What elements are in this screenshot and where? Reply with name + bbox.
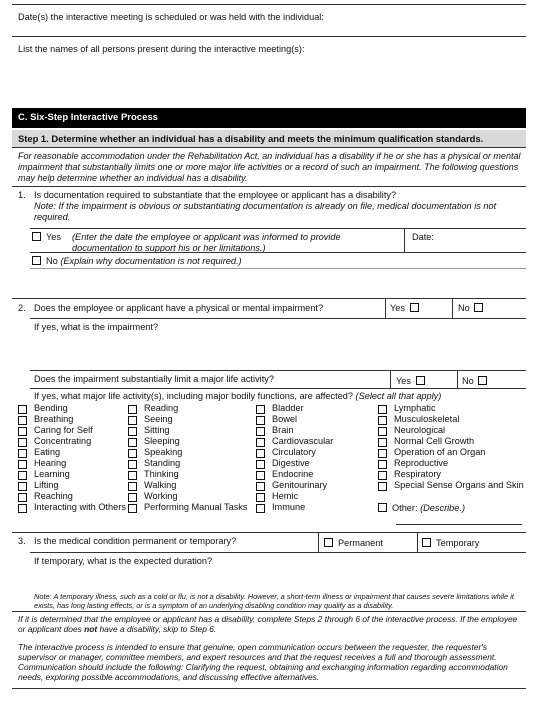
- activity-special-sense-organs-and-skin[interactable]: [378, 480, 526, 491]
- other-hint: (Describe.): [420, 503, 466, 513]
- activity-neurological[interactable]: [378, 425, 526, 436]
- limit-no-option[interactable]: [462, 376, 492, 387]
- divider: [30, 268, 526, 269]
- divider: [12, 611, 526, 612]
- activity-sitting[interactable]: [128, 425, 256, 436]
- q3-followup: If temporary, what is the expected duration?: [34, 556, 213, 566]
- activity-walking[interactable]: [128, 480, 256, 491]
- q2-no-label: No: [458, 303, 470, 313]
- activity-interacting-with-others[interactable]: [18, 502, 128, 513]
- checkbox[interactable]: [128, 449, 137, 458]
- no-checkbox[interactable]: [474, 303, 483, 312]
- q3-number: 3.: [18, 536, 26, 546]
- divider: [385, 298, 386, 318]
- activity-hearing[interactable]: [18, 458, 128, 469]
- activity-label: Reading: [144, 403, 179, 413]
- permanent-label: Permanent: [338, 538, 383, 548]
- activity-label: Musculoskeletal: [394, 414, 460, 424]
- checkbox[interactable]: [378, 405, 387, 414]
- checkbox[interactable]: [128, 471, 137, 480]
- activity-label: Thinking: [144, 469, 179, 479]
- date-label: Date:: [412, 232, 434, 242]
- activity-label: Learning: [34, 469, 70, 479]
- activity-label: Walking: [144, 480, 177, 490]
- permanent-option[interactable]: [324, 538, 383, 549]
- activity-label: Bowel: [272, 414, 298, 424]
- q2-followup: If yes, what is the impairment?: [34, 322, 159, 332]
- process-description: The interactive process is intended to ensure that genuine, open communication occurs between the requester, the requester's supervisor or manager, committee members, and expert resources and that the request receives a full and thorough assessment. Communication should include the following: Clarifying the request, obtaining and exchanging information regarding accommodation needs, exploring possible accommodations, and discussing effective alternatives.: [18, 642, 508, 682]
- checkbox[interactable]: [18, 504, 27, 513]
- activity-bending[interactable]: [18, 403, 128, 414]
- checkbox[interactable]: [18, 460, 27, 469]
- activity-standing[interactable]: [128, 458, 256, 469]
- checkbox[interactable]: [128, 460, 137, 469]
- activity-lifting[interactable]: [18, 480, 128, 491]
- activity-label: Concentrating: [34, 436, 92, 446]
- activity-label: Lifting: [34, 480, 59, 490]
- divider: [30, 228, 526, 229]
- activity-label: Bending: [34, 403, 68, 413]
- activity-label: Performing Manual Tasks: [144, 502, 248, 512]
- activity-label: Sitting: [144, 425, 170, 435]
- no-checkbox[interactable]: [32, 256, 41, 265]
- activity-label: Seeing: [144, 414, 173, 424]
- activities-column-4: [378, 403, 526, 491]
- activity-label: Genitourinary: [272, 480, 328, 490]
- divider: [457, 370, 458, 388]
- activities-hint: (Select all that apply): [355, 391, 442, 401]
- checkbox[interactable]: [18, 482, 27, 491]
- checkbox[interactable]: [378, 471, 387, 480]
- activity-reaching[interactable]: [18, 491, 128, 502]
- divider: [404, 228, 405, 252]
- activity-label: Speaking: [144, 447, 183, 457]
- temporary-label: Temporary: [436, 538, 480, 548]
- q2-no-option[interactable]: [458, 303, 488, 314]
- activity-seeing[interactable]: [128, 414, 256, 425]
- activity-concentrating[interactable]: [18, 436, 128, 447]
- checkbox[interactable]: [378, 460, 387, 469]
- activity-performing-manual-tasks[interactable]: [128, 502, 256, 513]
- checkbox[interactable]: [378, 427, 387, 436]
- checkbox[interactable]: [256, 482, 265, 491]
- divider: [12, 532, 526, 533]
- activity-label: Normal Cell Growth: [394, 436, 475, 446]
- checkbox[interactable]: [378, 416, 387, 425]
- checkbox[interactable]: [128, 405, 137, 414]
- activity-circulatory[interactable]: [256, 447, 378, 458]
- activity-caring-for-self[interactable]: [18, 425, 128, 436]
- other-line: [396, 524, 522, 525]
- checkbox[interactable]: [18, 416, 27, 425]
- activity-label: Digestive: [272, 458, 310, 468]
- q1-number: 1.: [18, 190, 26, 200]
- activity-musculoskeletal[interactable]: [378, 414, 526, 425]
- q2-yes-option[interactable]: [390, 303, 424, 314]
- checkbox[interactable]: [18, 405, 27, 414]
- checkbox[interactable]: [18, 449, 27, 458]
- activity-label: Immune: [272, 502, 306, 512]
- activity-sleeping[interactable]: [128, 436, 256, 447]
- meeting-date-label: Date(s) the interactive meeting is scheduled or was held with the individual:: [18, 12, 324, 22]
- checkbox[interactable]: [18, 438, 27, 447]
- divider: [390, 370, 391, 388]
- activity-speaking[interactable]: [128, 447, 256, 458]
- activity-thinking[interactable]: [128, 469, 256, 480]
- q1-yes-hint: (Enter the date the employee or applicant was informed to provide documentation to support his or her limitations.): [72, 232, 341, 253]
- activity-label: Bladder: [272, 403, 304, 413]
- checkbox[interactable]: [256, 460, 265, 469]
- q1-note: Note: If the impairment is obvious or substantiating documentation is already on file, medical documentation is not required.: [34, 201, 497, 222]
- skip-text-a: If it is determined that the employee or applicant has a disability, complete Steps 2 through 6 of the interactive process. If the employee or applicant does: [18, 614, 518, 634]
- form-page: [12, 0, 526, 710]
- activities-prompt-text: If yes, what major life activity(s), including major bodily functions, are affected?: [34, 391, 353, 401]
- activities-column-1: [18, 403, 128, 513]
- checkbox[interactable]: [256, 405, 265, 414]
- activity-label: Respiratory: [394, 469, 441, 479]
- checkbox[interactable]: [128, 504, 137, 513]
- checkbox[interactable]: [18, 493, 27, 502]
- divider: [30, 388, 526, 389]
- divider: [417, 532, 418, 552]
- activity-label: Sleeping: [144, 436, 180, 446]
- activity-bladder[interactable]: [256, 403, 378, 414]
- checkbox[interactable]: [128, 482, 137, 491]
- checkbox[interactable]: [128, 416, 137, 425]
- activity-other[interactable]: [378, 503, 465, 514]
- checkbox[interactable]: [256, 438, 265, 447]
- other-label: Other:: [392, 503, 418, 513]
- yes-checkbox[interactable]: [410, 303, 419, 312]
- activity-label: Hemic: [272, 491, 299, 501]
- activity-label: Lymphatic: [394, 403, 436, 413]
- checkbox[interactable]: [256, 449, 265, 458]
- activity-reading[interactable]: [128, 403, 256, 414]
- yes-checkbox[interactable]: [32, 232, 41, 241]
- activity-label: Special Sense Organs and Skin: [394, 480, 524, 490]
- q1-question: Is documentation required to substantiate that the employee or applicant has a disability?: [34, 190, 397, 200]
- activity-hemic[interactable]: [256, 491, 378, 502]
- q3-question: Is the medical condition permanent or temporary?: [34, 536, 237, 546]
- activity-operation-of-an-organ[interactable]: [378, 447, 526, 458]
- q1-no-label: No: [46, 256, 58, 266]
- activity-label: Standing: [144, 458, 181, 468]
- limit-no-label: No: [462, 376, 474, 386]
- divider: [12, 298, 526, 299]
- section-heading: C. Six-Step Interactive Process: [12, 108, 526, 128]
- divider: [30, 252, 526, 253]
- checkbox[interactable]: [18, 471, 27, 480]
- skip-instructions: [18, 614, 522, 634]
- q3-note: Note: A temporary illness, such as a cold or flu, is not a disability. However, a short-term illness or impairment that causes severe limitations while it exists, has long lasting effects, or is a symptom of an underlying disabling condition may qualify as a disability.: [34, 592, 514, 610]
- activity-brain[interactable]: [256, 425, 378, 436]
- activity-label: Operation of an Organ: [394, 447, 486, 457]
- limit-yes-label: Yes: [396, 376, 411, 386]
- checkbox[interactable]: [256, 471, 265, 480]
- activity-label: Reaching: [34, 491, 73, 501]
- q2-question: Does the employee or applicant have a physical or mental impairment?: [34, 303, 324, 313]
- step1-heading: Step 1. Determine whether an individual has a disability and meets the minimum qualification standards.: [12, 130, 526, 148]
- activity-label: Endocrine: [272, 469, 314, 479]
- divider: [318, 532, 319, 552]
- q1-yes-label: Yes: [46, 232, 61, 242]
- divider: [30, 370, 526, 371]
- activity-label: Eating: [34, 447, 61, 457]
- checkbox[interactable]: [18, 427, 27, 436]
- checkbox[interactable]: [256, 416, 265, 425]
- checkbox[interactable]: [256, 493, 265, 502]
- checkbox[interactable]: [378, 503, 387, 512]
- activity-genitourinary[interactable]: [256, 480, 378, 491]
- activity-lymphatic[interactable]: [378, 403, 526, 414]
- divider: [452, 298, 453, 318]
- divider: [12, 688, 526, 689]
- activity-label: Working: [144, 491, 178, 501]
- divider: [30, 552, 526, 553]
- activity-working[interactable]: [128, 491, 256, 502]
- activity-eating[interactable]: [18, 447, 128, 458]
- q1-no-option[interactable]: [32, 256, 242, 267]
- checkbox[interactable]: [378, 438, 387, 447]
- temporary-option[interactable]: [422, 538, 479, 549]
- checkbox[interactable]: [256, 427, 265, 436]
- activity-label: Interacting with Others: [34, 502, 126, 512]
- activity-breathing[interactable]: [18, 414, 128, 425]
- checkbox[interactable]: [128, 438, 137, 447]
- persons-present-label: List the names of all persons present during the interactive meeting(s):: [18, 44, 305, 54]
- q1-no-hint: (Explain why documentation is not required.): [60, 256, 242, 266]
- checkbox[interactable]: [422, 538, 431, 547]
- activity-label: Circulatory: [272, 447, 316, 457]
- activity-normal-cell-growth[interactable]: [378, 436, 526, 447]
- divider: [30, 318, 526, 319]
- activity-label: Brain: [272, 425, 294, 435]
- activity-label: Neurological: [394, 425, 446, 435]
- activity-respiratory[interactable]: [378, 469, 526, 480]
- intro-text: For reasonable accommodation under the Rehabilitation Act, an individual has a disability if he or she has a physical or mental impairment that substantially limits one or more major life activities or a record of such an impairment. The following questions may help determine whether an individual has a disability.: [18, 151, 521, 183]
- activity-bowel[interactable]: [256, 414, 378, 425]
- activity-endocrine[interactable]: [256, 469, 378, 480]
- checkbox[interactable]: [256, 504, 265, 513]
- activity-label: Cardiovascular: [272, 436, 334, 446]
- checkbox[interactable]: [324, 538, 333, 547]
- activities-prompt: [34, 391, 441, 402]
- checkbox[interactable]: [378, 449, 387, 458]
- skip-text-b: have a disability, skip to Step 6.: [99, 624, 217, 634]
- divider: [12, 186, 526, 187]
- q2-number: 2.: [18, 303, 26, 313]
- activity-digestive[interactable]: [256, 458, 378, 469]
- checkbox[interactable]: [128, 493, 137, 502]
- limit-question: Does the impairment substantially limit a major life activity?: [34, 374, 274, 384]
- activity-cardiovascular[interactable]: [256, 436, 378, 447]
- divider: [12, 36, 526, 37]
- no-checkbox[interactable]: [478, 376, 487, 385]
- checkbox[interactable]: [128, 427, 137, 436]
- q2-yes-label: Yes: [390, 303, 405, 313]
- activities-column-2: [128, 403, 256, 513]
- yes-checkbox[interactable]: [416, 376, 425, 385]
- checkbox[interactable]: [378, 482, 387, 491]
- limit-yes-option[interactable]: [396, 376, 430, 387]
- activity-reproductive[interactable]: [378, 458, 526, 469]
- skip-text-not: not: [84, 624, 98, 634]
- activity-immune[interactable]: [256, 502, 378, 513]
- activity-label: Hearing: [34, 458, 67, 468]
- q1-yes-option[interactable]: [32, 232, 61, 243]
- activity-label: Caring for Self: [34, 425, 93, 435]
- activity-label: Reproductive: [394, 458, 449, 468]
- activity-learning[interactable]: [18, 469, 128, 480]
- activity-label: Breathing: [34, 414, 74, 424]
- divider: [12, 4, 526, 5]
- activities-column-3: [256, 403, 378, 513]
